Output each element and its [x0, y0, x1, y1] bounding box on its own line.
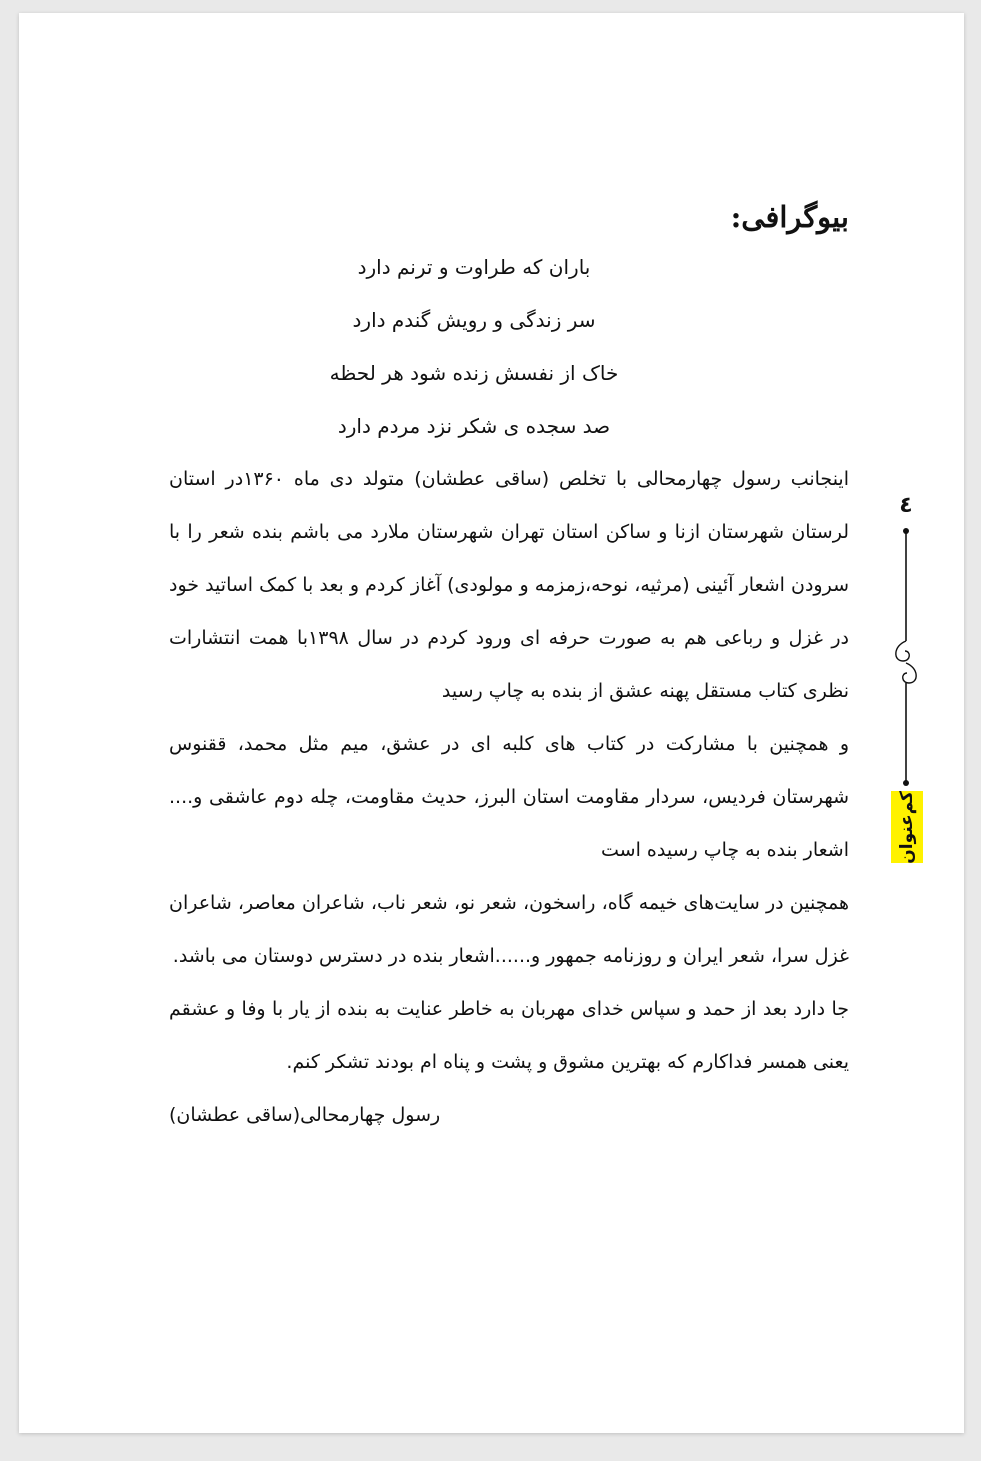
ornament-line-icon: [881, 521, 931, 791]
paragraph-collaborations: و همچنین با مشارکت در کتاب های کلبه ای در عشق، میم مثل محمد، ققنوس شهرستان فردیس، سردار مقاومت استان البرز، حدیث مقاومت، چله دوم عاشقی و.... اشعار بنده به چاپ رسیده است: [169, 733, 849, 861]
poem-line: خاک از نفسش زنده شود هر لحظه: [329, 361, 619, 385]
author-signature: رسول چهارمحالی(ساقی عطشان): [169, 1104, 441, 1126]
paragraph-acknowledgement: جا دارد بعد از حمد و سپاس خدای مهربان به خاطر عنایت به بنده از یار با وفا و عشقم یعنی همسر فداکارم که بهترین مشوق و پشت و پناه ام بودند تشکر کنم.: [169, 998, 849, 1073]
poem: [169, 241, 849, 453]
document-page: [19, 13, 964, 1433]
page-number: ٤: [899, 493, 913, 518]
page-heading: بیوگرافی:: [730, 200, 849, 234]
page-content: [169, 193, 849, 1142]
paragraph-websites: همچنین در سایت‌های خیمه گاه، راسخون، شعر نو، شعر ناب، شاعران معاصر، شاعران غزل سرا، شعر ایران و روزنامه جمهور و......اشعار بنده در دسترس دوستان می باشد.: [169, 892, 849, 967]
section-tag-label: کم‌عنوان: [897, 790, 917, 864]
poem-line: باران که طراوت و ترنم دارد: [357, 255, 591, 279]
poem-line: صد سجده ی شکر نزد مردم دارد: [337, 414, 611, 438]
section-tag: [891, 791, 923, 863]
side-margin-decoration: [881, 493, 931, 873]
poem-line: سر زندگی و رویش گندم دارد: [352, 308, 596, 332]
paragraph-birth-and-career: اینجانب رسول چهارمحالی با تخلص (ساقی عطشان) متولد دی ماه ۱۳۶۰در استان لرستان شهرستان ازنا و ساکن استان تهران شهرستان ملارد می باشم بنده شعر را با سرودن اشعار آئینی (مرثیه، نوحه،زمزمه و مولودی) آغاز کردم و بعد با کمک اساتید خود در غزل و رباعی هم به صورت حرفه ای ورود کردم در سال ۱۳۹۸با همت انتشارات نظری کتاب مستقل پهنه عشق از بنده به چاپ رسید: [169, 468, 849, 702]
